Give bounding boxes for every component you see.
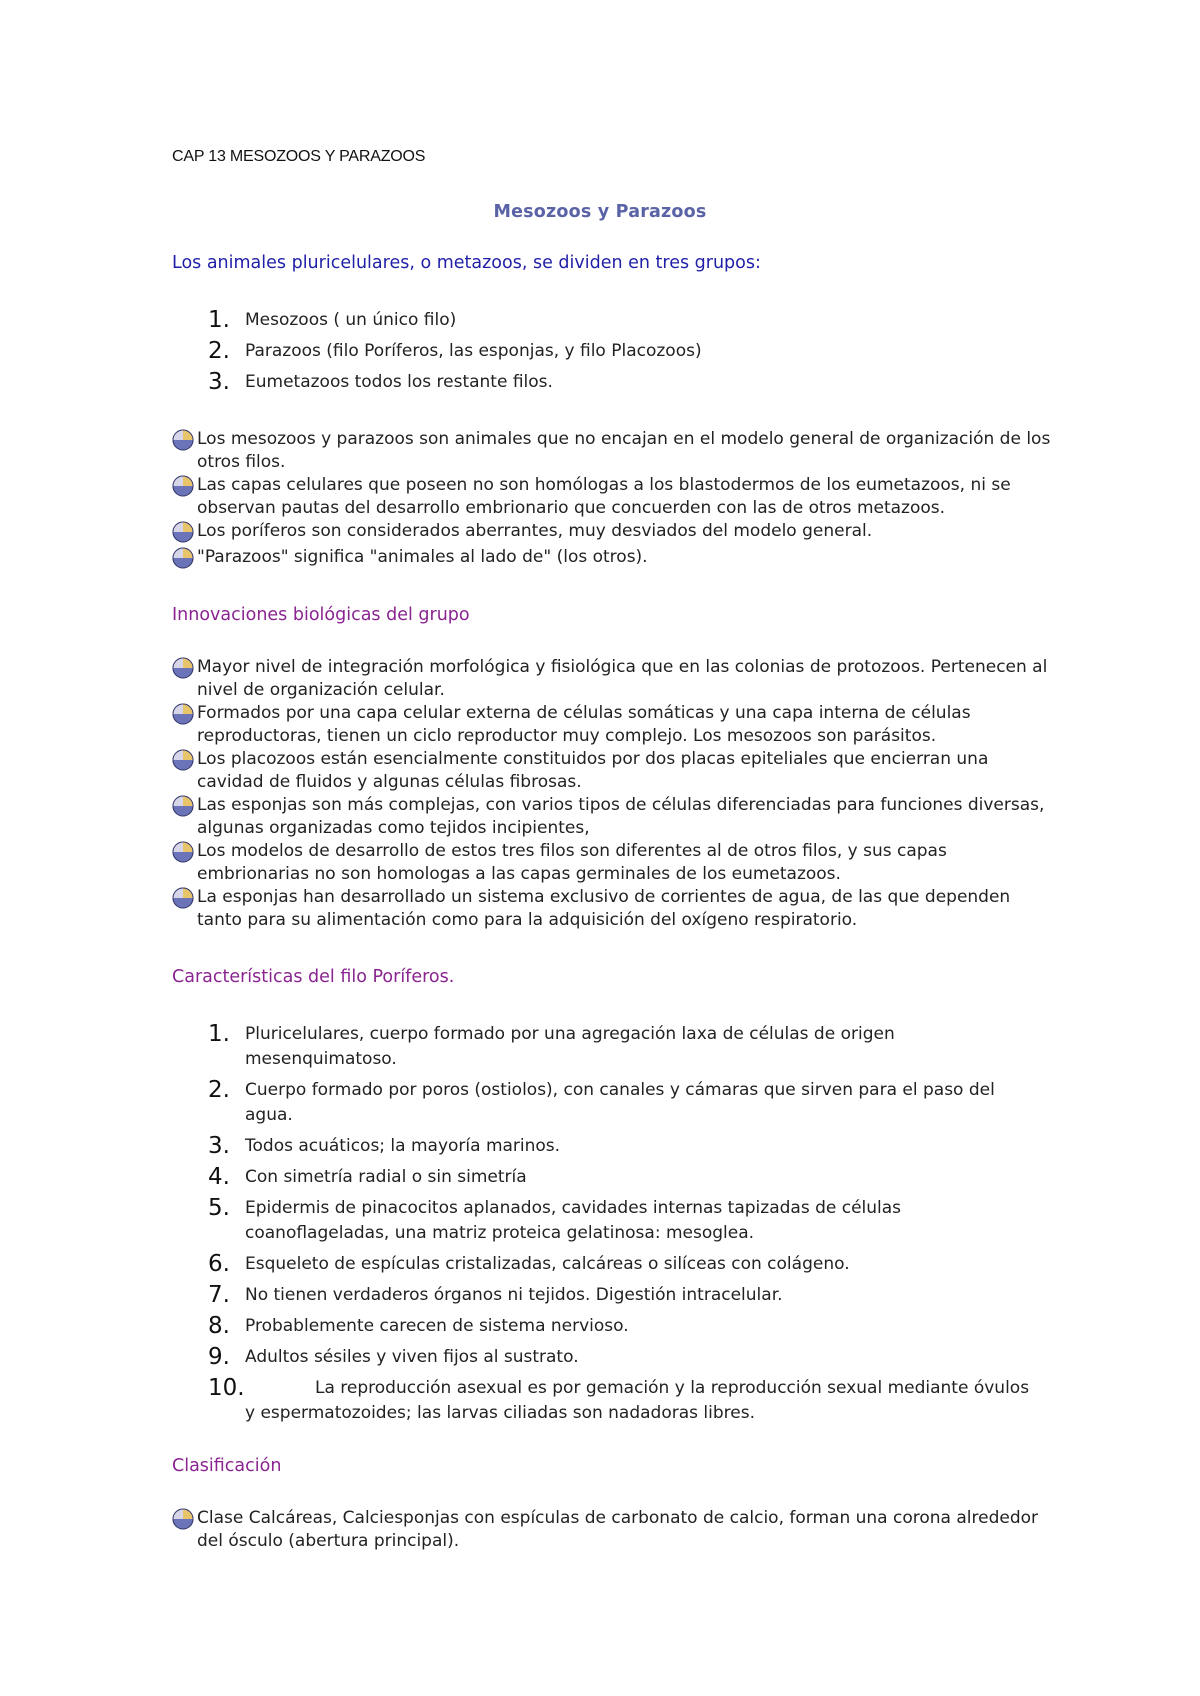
intro-bullet-list bbox=[172, 428, 1052, 569]
list-item bbox=[172, 1345, 1042, 1370]
page-title: Mesozoos y Parazoos bbox=[493, 202, 707, 222]
list-item-text: Todos acuáticos; la mayoría marinos. bbox=[245, 1136, 561, 1156]
list-number: 5. bbox=[208, 1195, 230, 1221]
list-number: 2. bbox=[208, 1077, 230, 1103]
innovations-heading: Innovaciones biológicas del grupo bbox=[172, 605, 470, 625]
list-item-text: Cuerpo formado por poros (ostiolos), con canales y cámaras que sirven para el paso del agua. bbox=[245, 1080, 995, 1125]
list-item bbox=[172, 1314, 1042, 1339]
pie-bullet-icon bbox=[172, 1508, 194, 1530]
pie-bullet-icon bbox=[172, 429, 194, 451]
list-item bbox=[172, 1196, 1042, 1246]
list-number: 4. bbox=[208, 1164, 230, 1190]
groups-list bbox=[172, 308, 1042, 395]
bullet-text: Los modelos de desarrollo de estos tres filos son diferentes al de otros filos, y sus capas embrionarias no son homologas a las capas germinales de los eumetazoos. bbox=[197, 841, 947, 884]
list-item-text: Pluricelulares, cuerpo formado por una agregación laxa de células de origen mesenquimatoso. bbox=[245, 1024, 895, 1069]
list-item-text: Esqueleto de espículas cristalizadas, calcáreas o silíceas con colágeno. bbox=[245, 1254, 850, 1274]
list-item bbox=[172, 1507, 1052, 1553]
bullet-text: La esponjas han desarrollado un sistema exclusivo de corrientes de agua, de las que dependen tanto para su alimentación como para la adquisición del oxígeno respiratorio. bbox=[197, 887, 1011, 930]
intro-paragraph: Los animales pluricelulares, o metazoos, se dividen en tres grupos: bbox=[172, 253, 761, 273]
list-number: 1. bbox=[208, 1021, 230, 1047]
list-item bbox=[172, 1165, 1042, 1190]
list-item bbox=[172, 428, 1052, 474]
bullet-text: Clase Calcáreas, Calciesponjas con espículas de carbonato de calcio, forman una corona alrededor del ósculo (abertura principal). bbox=[197, 1508, 1038, 1551]
list-item bbox=[172, 702, 1052, 748]
bullet-text: Los poríferos son considerados aberrantes, muy desviados del modelo general. bbox=[197, 521, 873, 541]
pie-bullet-icon bbox=[172, 521, 194, 543]
pie-bullet-icon bbox=[172, 795, 194, 817]
list-item bbox=[172, 656, 1052, 702]
list-item-text: Adultos sésiles y viven fijos al sustrato. bbox=[245, 1347, 579, 1367]
bullet-text: Los mesozoos y parazoos son animales que no encajan en el modelo general de organización de los otros filos. bbox=[197, 429, 1051, 472]
list-item bbox=[172, 1376, 1042, 1426]
bullet-text: Las esponjas son más complejas, con varios tipos de células diferenciadas para funciones diversas, algunas organizadas como tejidos incipientes, bbox=[197, 795, 1045, 838]
list-item-text: Epidermis de pinacocitos aplanados, cavidades internas tapizadas de células coanoflageladas, una matriz proteica gelatinosa: mesoglea. bbox=[245, 1198, 902, 1243]
list-item bbox=[172, 1252, 1042, 1277]
list-item bbox=[172, 1022, 1042, 1072]
bullet-text: Los placozoos están esencialmente constituidos por dos placas epiteliales que encierran una cavidad de fluidos y algunas células fibrosas. bbox=[197, 749, 989, 792]
list-item bbox=[172, 370, 1042, 395]
characteristics-heading: Características del filo Poríferos. bbox=[172, 967, 455, 987]
list-number: 3. bbox=[208, 1133, 230, 1159]
list-item bbox=[172, 794, 1052, 840]
list-item bbox=[172, 1134, 1042, 1159]
bullet-text: "Parazoos" significa "animales al lado de" (los otros). bbox=[197, 547, 648, 567]
list-number: 3. bbox=[208, 369, 230, 395]
list-number: 7. bbox=[208, 1282, 230, 1308]
pie-bullet-icon bbox=[172, 547, 194, 569]
document-header: CAP 13 MESOZOOS Y PARAZOOS bbox=[172, 148, 426, 165]
list-item-text: Con simetría radial o sin simetría bbox=[245, 1167, 527, 1187]
list-item bbox=[172, 308, 1042, 333]
list-item bbox=[172, 339, 1042, 364]
list-number: 2. bbox=[208, 338, 230, 364]
list-item-text: No tienen verdaderos órganos ni tejidos. Digestión intracelular. bbox=[245, 1285, 783, 1305]
list-number: 8. bbox=[208, 1313, 230, 1339]
list-item-text: Probablemente carecen de sistema nervioso. bbox=[245, 1316, 629, 1336]
classification-heading: Clasificación bbox=[172, 1456, 282, 1476]
list-item bbox=[172, 1283, 1042, 1308]
list-item bbox=[172, 886, 1052, 932]
list-number: 10. bbox=[208, 1375, 245, 1401]
list-item bbox=[172, 474, 1052, 520]
classification-list bbox=[172, 1507, 1052, 1553]
list-item-text: La reproducción asexual es por gemación y la reproducción sexual mediante óvulos y espermatozoides; las larvas ciliadas son nadadoras libres. bbox=[245, 1378, 1030, 1423]
innovations-list bbox=[172, 656, 1052, 932]
list-number: 1. bbox=[208, 307, 230, 333]
pie-bullet-icon bbox=[172, 749, 194, 771]
list-number: 9. bbox=[208, 1344, 230, 1370]
bullet-text: Formados por una capa celular externa de células somáticas y una capa interna de células reproductoras, tienen un ciclo reproductor muy complejo. Los mesozoos son parásitos. bbox=[197, 703, 971, 746]
pie-bullet-icon bbox=[172, 841, 194, 863]
list-item bbox=[172, 520, 1052, 543]
list-item-text: Parazoos (filo Poríferos, las esponjas, y filo Placozoos) bbox=[245, 341, 702, 361]
list-item-text: Eumetazoos todos los restante filos. bbox=[245, 372, 553, 392]
list-item bbox=[172, 546, 1052, 569]
bullet-text: Las capas celulares que poseen no son homólogas a los blastodermos de los eumetazoos, ni se observan pautas del desarrollo embrionario que concuerden con las de otros metazoos. bbox=[197, 475, 1011, 518]
characteristics-list bbox=[172, 1022, 1042, 1426]
pie-bullet-icon bbox=[172, 703, 194, 725]
bullet-text: Mayor nivel de integración morfológica y fisiológica que en las colonias de protozoos. Pertenecen al nivel de organización celular. bbox=[197, 657, 1048, 700]
pie-bullet-icon bbox=[172, 657, 194, 679]
list-item-text: Mesozoos ( un único filo) bbox=[245, 310, 457, 330]
list-item bbox=[172, 748, 1052, 794]
list-item bbox=[172, 840, 1052, 886]
pie-bullet-icon bbox=[172, 475, 194, 497]
pie-bullet-icon bbox=[172, 887, 194, 909]
list-item bbox=[172, 1078, 1042, 1128]
list-number: 6. bbox=[208, 1251, 230, 1277]
